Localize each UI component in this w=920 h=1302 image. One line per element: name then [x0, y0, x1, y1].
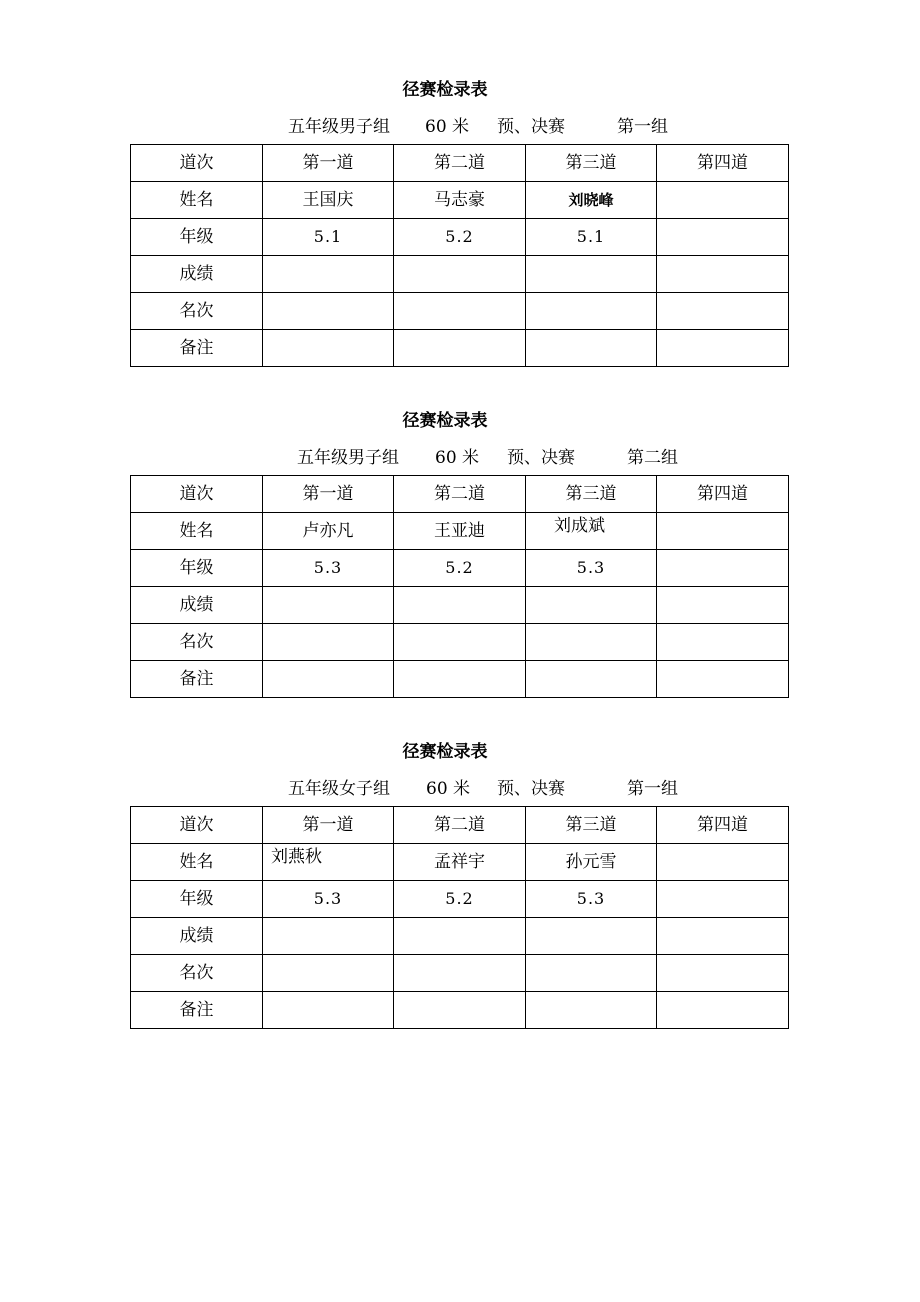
entry-table [130, 806, 789, 1029]
note-cell [263, 330, 394, 367]
result-cell [526, 587, 657, 624]
grade-cell: 5.2 [394, 219, 526, 256]
result-cell [526, 918, 657, 955]
header-cell: 道次 [131, 807, 263, 844]
result-cell [263, 918, 394, 955]
sheet-title: 径赛检录表 [402, 742, 488, 762]
result-cell [657, 918, 789, 955]
round-name: 预、决赛 [497, 117, 565, 137]
grade-cell: 5.3 [263, 550, 394, 587]
result-cell [394, 256, 526, 293]
table-row [131, 182, 789, 219]
row-label: 姓名 [131, 844, 263, 881]
rank-cell [657, 624, 789, 661]
event-name: 60 米 [425, 117, 470, 137]
grade-cell [657, 219, 789, 256]
header-cell: 道次 [131, 145, 263, 182]
table-row [131, 145, 789, 182]
result-cell [394, 587, 526, 624]
table-row [131, 881, 789, 918]
rank-cell [526, 624, 657, 661]
name-value: 刘晓峰 [568, 191, 614, 209]
row-label: 成绩 [131, 918, 263, 955]
grade-cell: 5.1 [526, 219, 657, 256]
table-row [131, 661, 789, 698]
name-value: 刘成斌 [554, 516, 605, 536]
name-cell [526, 182, 657, 219]
rank-cell [526, 955, 657, 992]
name-cell [263, 844, 394, 881]
rank-cell [394, 624, 526, 661]
rank-cell [394, 955, 526, 992]
name-cell: 孟祥宇 [394, 844, 526, 881]
rank-cell [263, 955, 394, 992]
table-row [131, 587, 789, 624]
row-label: 姓名 [131, 182, 263, 219]
table-row [131, 330, 789, 367]
header-cell: 道次 [131, 476, 263, 513]
row-label: 名次 [131, 293, 263, 330]
event-name: 60 米 [426, 779, 471, 799]
table-row [131, 844, 789, 881]
name-cell [657, 844, 789, 881]
row-label: 名次 [131, 955, 263, 992]
row-label: 姓名 [131, 513, 263, 550]
entry-table [130, 475, 789, 698]
note-cell [263, 992, 394, 1029]
name-value: 刘燕秋 [271, 847, 322, 867]
row-label: 年级 [131, 550, 263, 587]
row-label: 年级 [131, 219, 263, 256]
name-cell: 王国庆 [263, 182, 394, 219]
table-row [131, 955, 789, 992]
rank-cell [394, 293, 526, 330]
round-name: 预、决赛 [507, 448, 575, 468]
result-cell [263, 256, 394, 293]
name-cell: 卢亦凡 [263, 513, 394, 550]
table-row [131, 219, 789, 256]
header-cell: 第四道 [657, 145, 789, 182]
rank-cell [263, 293, 394, 330]
grade-cell: 5.3 [263, 881, 394, 918]
note-cell [657, 661, 789, 698]
result-cell [657, 587, 789, 624]
table-row [131, 807, 789, 844]
name-cell: 王亚迪 [394, 513, 526, 550]
sheet-title: 径赛检录表 [402, 411, 488, 431]
rank-cell [526, 293, 657, 330]
grade-cell [657, 881, 789, 918]
table-row [131, 293, 789, 330]
name-cell: 孙元雪 [526, 844, 657, 881]
note-cell [263, 661, 394, 698]
name-cell: 马志豪 [394, 182, 526, 219]
sheet-title: 径赛检录表 [402, 80, 488, 100]
table-row [131, 513, 789, 550]
note-cell [394, 330, 526, 367]
result-cell [526, 256, 657, 293]
row-label: 成绩 [131, 587, 263, 624]
grade-cell: 5.3 [526, 881, 657, 918]
header-cell: 第三道 [526, 145, 657, 182]
header-cell: 第一道 [263, 807, 394, 844]
round-name: 预、决赛 [497, 779, 565, 799]
table-row [131, 550, 789, 587]
row-label: 成绩 [131, 256, 263, 293]
table-row [131, 256, 789, 293]
table-row [131, 624, 789, 661]
grade-cell: 5.1 [263, 219, 394, 256]
note-cell [526, 661, 657, 698]
table-row [131, 918, 789, 955]
rank-cell [657, 955, 789, 992]
row-label: 备注 [131, 330, 263, 367]
note-cell [526, 330, 657, 367]
row-label: 名次 [131, 624, 263, 661]
grade-cell [657, 550, 789, 587]
result-cell [394, 918, 526, 955]
result-cell [263, 587, 394, 624]
note-cell [657, 992, 789, 1029]
event-name: 60 米 [435, 448, 480, 468]
header-cell: 第三道 [526, 476, 657, 513]
row-label: 备注 [131, 661, 263, 698]
header-cell: 第三道 [526, 807, 657, 844]
grade-cell: 5.3 [526, 550, 657, 587]
header-cell: 第二道 [394, 807, 526, 844]
heat-name: 第一组 [627, 779, 678, 799]
result-cell [657, 256, 789, 293]
rank-cell [657, 293, 789, 330]
group-name: 五年级女子组 [288, 779, 390, 799]
row-label: 备注 [131, 992, 263, 1029]
group-name: 五年级男子组 [288, 117, 390, 137]
entry-table [130, 144, 789, 367]
row-label: 年级 [131, 881, 263, 918]
name-cell [526, 513, 657, 550]
note-cell [526, 992, 657, 1029]
header-cell: 第四道 [657, 476, 789, 513]
grade-cell: 5.2 [394, 550, 526, 587]
note-cell [394, 992, 526, 1029]
group-name: 五年级男子组 [297, 448, 399, 468]
rank-cell [263, 624, 394, 661]
name-cell [657, 513, 789, 550]
header-cell: 第二道 [394, 476, 526, 513]
header-cell: 第四道 [657, 807, 789, 844]
name-cell [657, 182, 789, 219]
table-row [131, 992, 789, 1029]
heat-name: 第一组 [617, 117, 668, 137]
note-cell [657, 330, 789, 367]
note-cell [394, 661, 526, 698]
heat-name: 第二组 [627, 448, 678, 468]
header-cell: 第一道 [263, 476, 394, 513]
header-cell: 第一道 [263, 145, 394, 182]
header-cell: 第二道 [394, 145, 526, 182]
table-row [131, 476, 789, 513]
grade-cell: 5.2 [394, 881, 526, 918]
